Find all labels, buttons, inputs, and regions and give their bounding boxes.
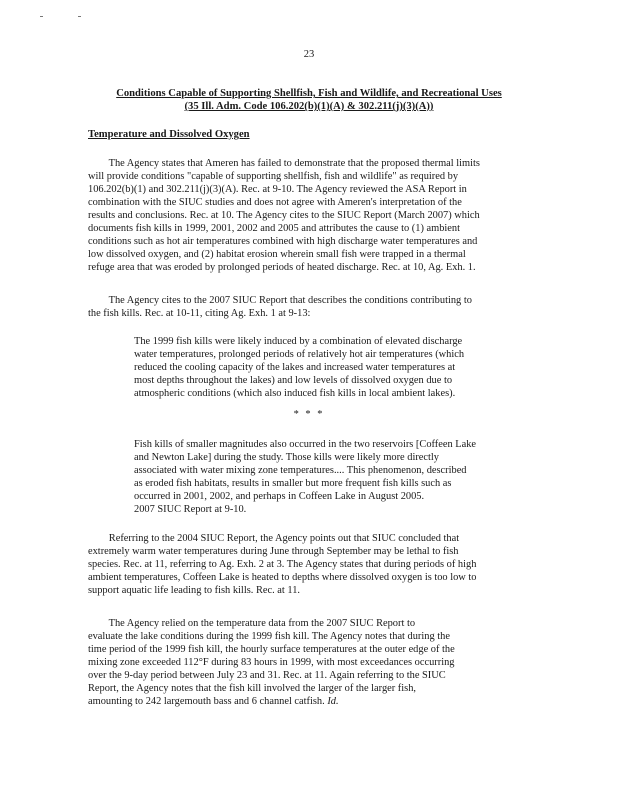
paragraph-line: Referring to the 2004 SIUC Report, the Agency points out that SIUC concluded that bbox=[88, 533, 460, 544]
section-heading-line-1: Conditions Capable of Supporting Shellfish, Fish and Wildlife, and Recreational Uses bbox=[116, 88, 502, 99]
block-quote-line: occurred in 2001, 2002, and perhaps in Coffeen Lake in August 2005. bbox=[134, 491, 425, 502]
block-quote-line: The 1999 fish kills were likely induced by a combination of elevated discharge bbox=[134, 336, 463, 347]
block-quote-citation: 2007 SIUC Report at 9-10. bbox=[134, 504, 247, 515]
block-quote-line: Fish kills of smaller magnitudes also occurred in the two reservoirs [Coffeen Lake bbox=[134, 439, 477, 450]
paragraph-line: support aquatic life leading to fish kills. Rec. at 11. bbox=[88, 585, 300, 596]
paragraph-line: species. Rec. at 11, referring to Ag. Exh. 2 at 3. The Agency states that during periods of high bbox=[88, 559, 477, 570]
paragraph-line: extremely warm water temperatures during June through September may be lethal to fish bbox=[88, 546, 459, 557]
page-number: 23 bbox=[303, 49, 315, 60]
paragraph-line: conditions such as hot air temperatures combined with high discharge water temperatures and bbox=[88, 236, 478, 247]
block-quote-line: atmospheric conditions (which also induced fish kills in local ambient lakes). bbox=[134, 388, 456, 399]
block-quote-line: associated with water mixing zone temperatures.... This phenomenon, described bbox=[134, 465, 467, 476]
block-quote-line: reduced the cooling capacity of the lakes and increased water temperatures at bbox=[134, 362, 456, 373]
paragraph-line: documents fish kills in 1999, 2001, 2002 and 2005 and attributes the cause to (1) ambient bbox=[88, 223, 460, 234]
paragraph-line: The Agency relied on the temperature data from the 2007 SIUC Report to bbox=[88, 618, 416, 629]
paragraph-line: will provide conditions "capable of supporting shellfish, fish and wildlife" as required by bbox=[88, 171, 459, 182]
omission-marker: * * * bbox=[293, 409, 325, 420]
paragraph-line: 106.202(b)(1) and 302.211(j)(3)(A). Rec. at 9-10. The Agency reviewed the ASA Report in bbox=[88, 184, 467, 195]
paragraph-text: amounting to 242 largemouth bass and 6 channel catfish. bbox=[88, 696, 325, 707]
scan-mark bbox=[78, 16, 81, 17]
paragraph-line: results and conclusions. Rec. at 10. The Agency cites to the SIUC Report (March 2007) which bbox=[88, 210, 480, 221]
paragraph-line: low dissolved oxygen, and (2) habitat erosion wherein small fish were trapped in a thermal bbox=[88, 249, 466, 260]
paragraph-line: time period of the 1999 fish kill, the hourly surface temperatures at the outer edge of the bbox=[88, 644, 455, 655]
block-quote-line: most depths throughout the lakes) and low levels of dissolved oxygen due to bbox=[134, 375, 453, 386]
block-quote-line: water temperatures, prolonged periods of relatively hot air temperatures (which bbox=[134, 349, 465, 360]
paragraph-line: The Agency states that Ameren has failed to demonstrate that the proposed thermal limits bbox=[88, 158, 480, 169]
block-quote-line: and Newton Lake] during the study. Those kills were likely more directly bbox=[134, 452, 440, 463]
paragraph-line: over the 9-day period between July 23 and 31. Rec. at 11. Again referring to the SIUC bbox=[88, 670, 446, 681]
scan-mark bbox=[40, 16, 43, 17]
paragraph-line: ambient temperatures, Coffeen Lake is heated to depths where dissolved oxygen is too low to bbox=[88, 572, 477, 583]
paragraph-line: Report, the Agency notes that the fish kill involved the larger of the larger fish, bbox=[88, 683, 416, 694]
citation-id: Id. bbox=[327, 696, 339, 707]
paragraph-line: the fish kills. Rec. at 10-11, citing Ag. Exh. 1 at 9-13: bbox=[88, 308, 311, 319]
paragraph-line bbox=[88, 695, 339, 708]
paragraph-line: refuge area that was eroded by prolonged periods of heated discharge. Rec. at 10, Ag. Exh. 1. bbox=[88, 262, 476, 273]
paragraph-line: mixing zone exceeded 112°F during 83 hours in 1999, with most exceedances occurring bbox=[88, 657, 455, 668]
block-quote-line: as eroded fish habitats, results in smaller but more frequent fish kills such as bbox=[134, 478, 452, 489]
subsection-heading: Temperature and Dissolved Oxygen bbox=[88, 129, 250, 140]
paragraph-line: evaluate the lake conditions during the 1999 fish kill. The Agency notes that during the bbox=[88, 631, 450, 642]
paragraph-line: The Agency cites to the 2007 SIUC Report that describes the conditions contributing to bbox=[88, 295, 472, 306]
paragraph-line: combination with the SIUC studies and does not agree with Ameren's interpretation of the bbox=[88, 197, 462, 208]
section-heading-line-2: (35 Ill. Adm. Code 106.202(b)(1)(A) & 302.211(j)(3)(A)) bbox=[184, 101, 434, 112]
